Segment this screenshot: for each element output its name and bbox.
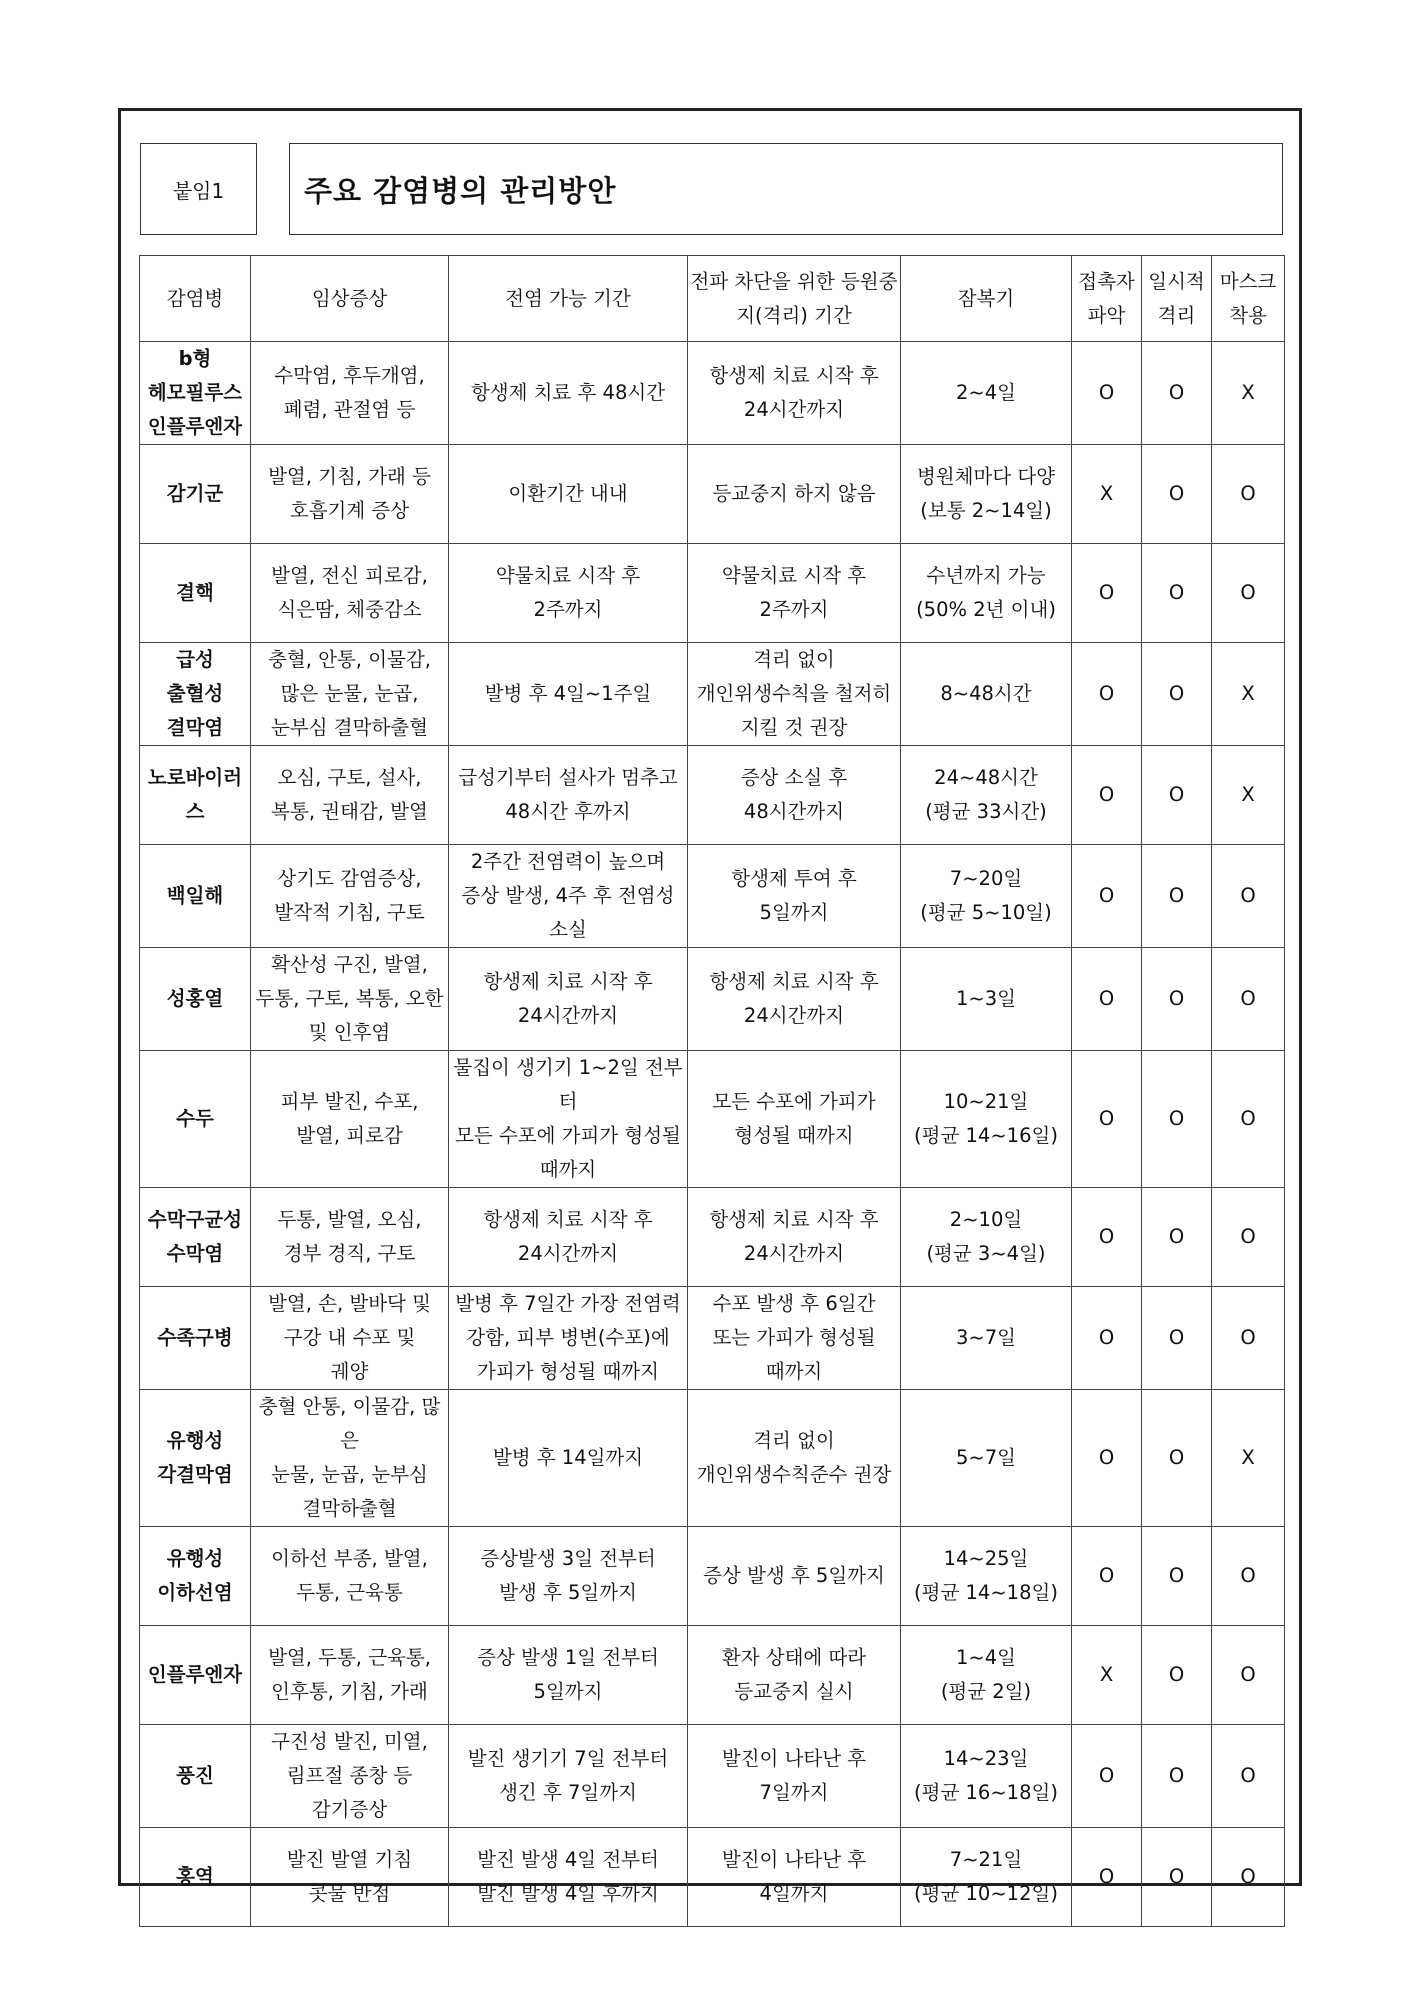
mask-mark: X bbox=[1212, 1390, 1285, 1527]
table-row bbox=[140, 1828, 1285, 1927]
incubation-cell: 14~25일 (평균 14~18일) bbox=[901, 1527, 1072, 1626]
temporary-isolation-mark: O bbox=[1142, 1527, 1212, 1626]
symptoms-cell: 구진성 발진, 미열, 림프절 종창 등 감기증상 bbox=[251, 1725, 449, 1828]
temporary-isolation-mark: O bbox=[1142, 1626, 1212, 1725]
contact-tracing-mark: O bbox=[1072, 845, 1142, 948]
isolation-period-cell: 항생제 치료 시작 후 24시간까지 bbox=[688, 1188, 901, 1287]
isolation-period-cell: 발진이 나타난 후 7일까지 bbox=[688, 1725, 901, 1828]
isolation-period-cell: 격리 없이 개인위생수칙을 철저히 지킬 것 권장 bbox=[688, 643, 901, 746]
temporary-isolation-mark: O bbox=[1142, 643, 1212, 746]
table-header-row bbox=[140, 256, 1285, 342]
symptoms-cell: 수막염, 후두개염, 폐렴, 관절염 등 bbox=[251, 342, 449, 445]
symptoms-cell: 두통, 발열, 오심, 경부 경직, 구토 bbox=[251, 1188, 449, 1287]
incubation-cell: 7~21일 (평균 10~12일) bbox=[901, 1828, 1072, 1927]
disease-name: 인플루엔자 bbox=[140, 1626, 251, 1725]
isolation-period-cell: 항생제 투여 후 5일까지 bbox=[688, 845, 901, 948]
incubation-cell: 2~10일 (평균 3~4일) bbox=[901, 1188, 1072, 1287]
incubation-cell: 5~7일 bbox=[901, 1390, 1072, 1527]
contagious-period-cell: 발병 후 14일까지 bbox=[449, 1390, 688, 1527]
disease-name: 유행성 각결막염 bbox=[140, 1390, 251, 1527]
mask-mark: O bbox=[1212, 445, 1285, 544]
symptoms-cell: 피부 발진, 수포, 발열, 피로감 bbox=[251, 1051, 449, 1188]
contagious-period-cell: 발병 후 7일간 가장 전염력 강함, 피부 병변(수포)에 가피가 형성될 때까지 bbox=[449, 1287, 688, 1390]
header-disease: 감염병 bbox=[140, 256, 251, 342]
disease-name: 노로바이러 스 bbox=[140, 746, 251, 845]
contact-tracing-mark: O bbox=[1072, 1051, 1142, 1188]
incubation-cell: 14~23일 (평균 16~18일) bbox=[901, 1725, 1072, 1828]
mask-mark: O bbox=[1212, 1188, 1285, 1287]
table-row bbox=[140, 1188, 1285, 1287]
contact-tracing-mark: O bbox=[1072, 948, 1142, 1051]
mask-mark: O bbox=[1212, 1287, 1285, 1390]
symptoms-cell: 충혈 안통, 이물감, 많은 눈물, 눈곱, 눈부심 결막하출혈 bbox=[251, 1390, 449, 1527]
symptoms-cell: 발열, 손, 발바닥 및 구강 내 수포 및 궤양 bbox=[251, 1287, 449, 1390]
isolation-period-cell: 격리 없이 개인위생수칙준수 권장 bbox=[688, 1390, 901, 1527]
temporary-isolation-mark: O bbox=[1142, 445, 1212, 544]
mask-mark: O bbox=[1212, 1828, 1285, 1927]
table-row bbox=[140, 445, 1285, 544]
mask-mark: X bbox=[1212, 643, 1285, 746]
table-row bbox=[140, 1287, 1285, 1390]
isolation-period-cell: 항생제 치료 시작 후 24시간까지 bbox=[688, 342, 901, 445]
incubation-cell: 10~21일 (평균 14~16일) bbox=[901, 1051, 1072, 1188]
temporary-isolation-mark: O bbox=[1142, 544, 1212, 643]
isolation-period-cell: 항생제 치료 시작 후 24시간까지 bbox=[688, 948, 901, 1051]
contagious-period-cell: 발진 생기기 7일 전부터 생긴 후 7일까지 bbox=[449, 1725, 688, 1828]
symptoms-cell: 발진 발열 기침 콧물 반점 bbox=[251, 1828, 449, 1927]
contact-tracing-mark: O bbox=[1072, 1527, 1142, 1626]
header-symptoms: 임상증상 bbox=[251, 256, 449, 342]
temporary-isolation-mark: O bbox=[1142, 1287, 1212, 1390]
contagious-period-cell: 물집이 생기기 1~2일 전부터 모든 수포에 가피가 형성될 때까지 bbox=[449, 1051, 688, 1188]
attachment-badge: 붙임1 bbox=[140, 143, 257, 235]
mask-mark: O bbox=[1212, 948, 1285, 1051]
header-isolation-period: 전파 차단을 위한 등원중지(격리) 기간 bbox=[688, 256, 901, 342]
contact-tracing-mark: O bbox=[1072, 746, 1142, 845]
incubation-cell: 3~7일 bbox=[901, 1287, 1072, 1390]
table-row bbox=[140, 342, 1285, 445]
contagious-period-cell: 2주간 전염력이 높으며 증상 발생, 4주 후 전염성 소실 bbox=[449, 845, 688, 948]
disease-name: 홍역 bbox=[140, 1828, 251, 1927]
mask-mark: X bbox=[1212, 342, 1285, 445]
isolation-period-cell: 발진이 나타난 후 4일까지 bbox=[688, 1828, 901, 1927]
contagious-period-cell: 항생제 치료 후 48시간 bbox=[449, 342, 688, 445]
page-title: 주요 감염병의 관리방안 bbox=[289, 143, 1283, 235]
incubation-cell: 1~3일 bbox=[901, 948, 1072, 1051]
symptoms-cell: 오심, 구토, 설사, 복통, 권태감, 발열 bbox=[251, 746, 449, 845]
header-temporary-isolation: 일시적 격리 bbox=[1142, 256, 1212, 342]
header-incubation: 잠복기 bbox=[901, 256, 1072, 342]
disease-name: 수두 bbox=[140, 1051, 251, 1188]
disease-name: 감기군 bbox=[140, 445, 251, 544]
contagious-period-cell: 약물치료 시작 후 2주까지 bbox=[449, 544, 688, 643]
contagious-period-cell: 항생제 치료 시작 후 24시간까지 bbox=[449, 1188, 688, 1287]
isolation-period-cell: 등교중지 하지 않음 bbox=[688, 445, 901, 544]
disease-name: 결핵 bbox=[140, 544, 251, 643]
header-contagious-period: 전염 가능 기간 bbox=[449, 256, 688, 342]
disease-management-table bbox=[139, 255, 1285, 1927]
contact-tracing-mark: O bbox=[1072, 1188, 1142, 1287]
contact-tracing-mark: O bbox=[1072, 342, 1142, 445]
table-row bbox=[140, 643, 1285, 746]
contagious-period-cell: 이환기간 내내 bbox=[449, 445, 688, 544]
incubation-cell: 24~48시간 (평균 33시간) bbox=[901, 746, 1072, 845]
isolation-period-cell: 증상 발생 후 5일까지 bbox=[688, 1527, 901, 1626]
disease-name: 성홍열 bbox=[140, 948, 251, 1051]
contact-tracing-mark: X bbox=[1072, 1626, 1142, 1725]
mask-mark: O bbox=[1212, 1527, 1285, 1626]
table-row bbox=[140, 1390, 1285, 1527]
temporary-isolation-mark: O bbox=[1142, 1725, 1212, 1828]
header-mask: 마스크 착용 bbox=[1212, 256, 1285, 342]
contact-tracing-mark: O bbox=[1072, 643, 1142, 746]
contact-tracing-mark: O bbox=[1072, 1828, 1142, 1927]
incubation-cell: 2~4일 bbox=[901, 342, 1072, 445]
isolation-period-cell: 수포 발생 후 6일간 또는 가피가 형성될 때까지 bbox=[688, 1287, 901, 1390]
mask-mark: O bbox=[1212, 1051, 1285, 1188]
temporary-isolation-mark: O bbox=[1142, 948, 1212, 1051]
disease-name: 풍진 bbox=[140, 1725, 251, 1828]
symptoms-cell: 발열, 전신 피로감, 식은땀, 체중감소 bbox=[251, 544, 449, 643]
incubation-cell: 1~4일 (평균 2일) bbox=[901, 1626, 1072, 1725]
contagious-period-cell: 발진 발생 4일 전부터 발진 발생 4일 후까지 bbox=[449, 1828, 688, 1927]
contact-tracing-mark: O bbox=[1072, 544, 1142, 643]
disease-name: 유행성 이하선염 bbox=[140, 1527, 251, 1626]
isolation-period-cell: 모든 수포에 가피가 형성될 때까지 bbox=[688, 1051, 901, 1188]
header-contact-tracing: 접촉자 파악 bbox=[1072, 256, 1142, 342]
disease-name: 백일해 bbox=[140, 845, 251, 948]
mask-mark: O bbox=[1212, 845, 1285, 948]
contagious-period-cell: 급성기부터 설사가 멈추고 48시간 후까지 bbox=[449, 746, 688, 845]
symptoms-cell: 충혈, 안통, 이물감, 많은 눈물, 눈곱, 눈부심 결막하출혈 bbox=[251, 643, 449, 746]
symptoms-cell: 발열, 기침, 가래 등 호흡기계 증상 bbox=[251, 445, 449, 544]
contagious-period-cell: 항생제 치료 시작 후 24시간까지 bbox=[449, 948, 688, 1051]
isolation-period-cell: 증상 소실 후 48시간까지 bbox=[688, 746, 901, 845]
disease-name: 급성 출혈성 결막염 bbox=[140, 643, 251, 746]
incubation-cell: 병원체마다 다양 (보통 2~14일) bbox=[901, 445, 1072, 544]
table-row bbox=[140, 1725, 1285, 1828]
table-row bbox=[140, 544, 1285, 643]
incubation-cell: 8~48시간 bbox=[901, 643, 1072, 746]
temporary-isolation-mark: O bbox=[1142, 1828, 1212, 1927]
symptoms-cell: 확산성 구진, 발열, 두통, 구토, 복통, 오한 및 인후염 bbox=[251, 948, 449, 1051]
contact-tracing-mark: X bbox=[1072, 445, 1142, 544]
mask-mark: O bbox=[1212, 544, 1285, 643]
disease-name: 수막구균성 수막염 bbox=[140, 1188, 251, 1287]
incubation-cell: 수년까지 가능 (50% 2년 이내) bbox=[901, 544, 1072, 643]
contagious-period-cell: 증상발생 3일 전부터 발생 후 5일까지 bbox=[449, 1527, 688, 1626]
isolation-period-cell: 약물치료 시작 후 2주까지 bbox=[688, 544, 901, 643]
table-row bbox=[140, 746, 1285, 845]
temporary-isolation-mark: O bbox=[1142, 1188, 1212, 1287]
temporary-isolation-mark: O bbox=[1142, 1390, 1212, 1527]
disease-name: b형 헤모필루스 인플루엔자 bbox=[140, 342, 251, 445]
contact-tracing-mark: O bbox=[1072, 1725, 1142, 1828]
incubation-cell: 7~20일 (평균 5~10일) bbox=[901, 845, 1072, 948]
table-row bbox=[140, 948, 1285, 1051]
contact-tracing-mark: O bbox=[1072, 1390, 1142, 1527]
table-row bbox=[140, 1527, 1285, 1626]
table-row bbox=[140, 845, 1285, 948]
temporary-isolation-mark: O bbox=[1142, 845, 1212, 948]
temporary-isolation-mark: O bbox=[1142, 342, 1212, 445]
table-row bbox=[140, 1051, 1285, 1188]
contagious-period-cell: 발병 후 4일~1주일 bbox=[449, 643, 688, 746]
table-row bbox=[140, 1626, 1285, 1725]
symptoms-cell: 이하선 부종, 발열, 두통, 근육통 bbox=[251, 1527, 449, 1626]
contagious-period-cell: 증상 발생 1일 전부터 5일까지 bbox=[449, 1626, 688, 1725]
mask-mark: O bbox=[1212, 1626, 1285, 1725]
isolation-period-cell: 환자 상태에 따라 등교중지 실시 bbox=[688, 1626, 901, 1725]
temporary-isolation-mark: O bbox=[1142, 746, 1212, 845]
mask-mark: X bbox=[1212, 746, 1285, 845]
contact-tracing-mark: O bbox=[1072, 1287, 1142, 1390]
symptoms-cell: 상기도 감염증상, 발작적 기침, 구토 bbox=[251, 845, 449, 948]
mask-mark: O bbox=[1212, 1725, 1285, 1828]
disease-name: 수족구병 bbox=[140, 1287, 251, 1390]
temporary-isolation-mark: O bbox=[1142, 1051, 1212, 1188]
symptoms-cell: 발열, 두통, 근육통, 인후통, 기침, 가래 bbox=[251, 1626, 449, 1725]
